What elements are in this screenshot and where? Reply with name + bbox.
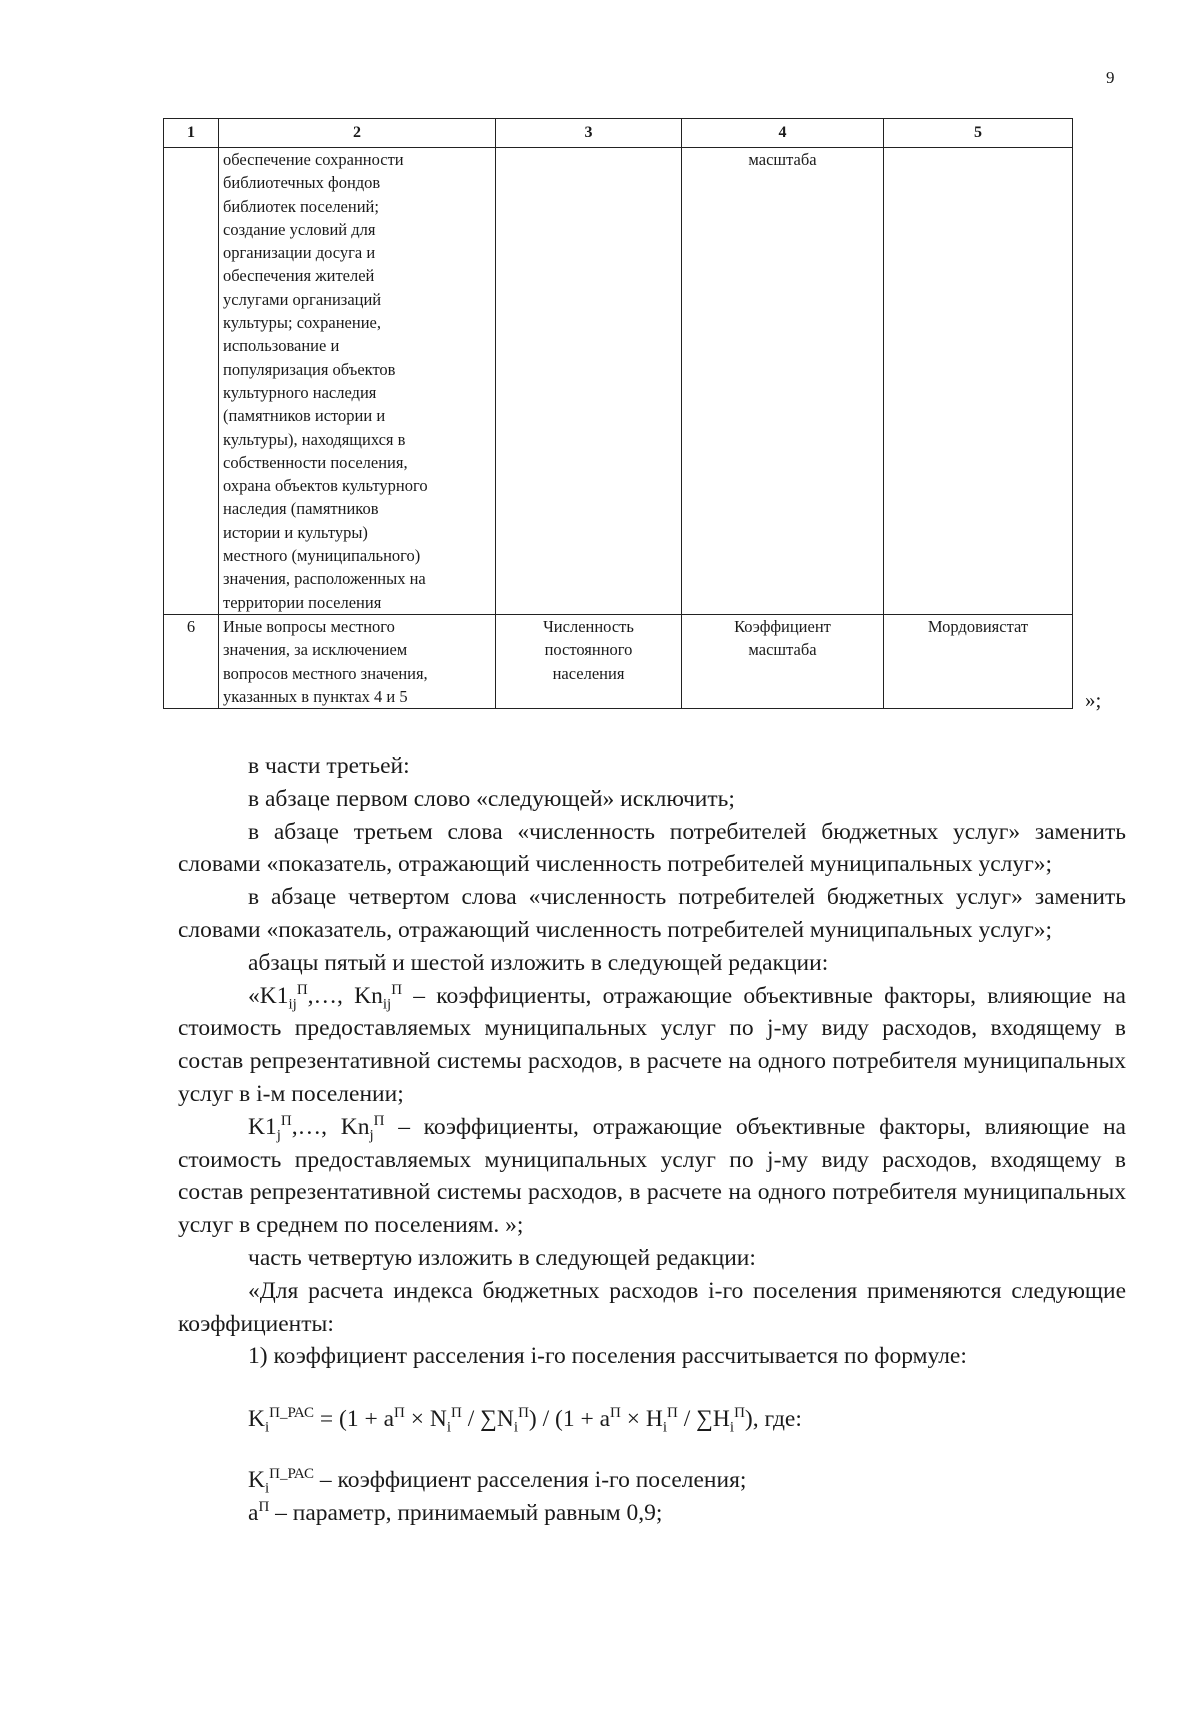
row6-coefficient-cell (682, 614, 884, 708)
desc-line: услугами организаций (223, 289, 382, 309)
paragraph: в абзаце третьем слова «численность потребителей бюджетных услуг» заменить словами «показатель, отражающий численность потребителей муниципальных услуг»; (178, 818, 1126, 878)
desc-line: библиотечных фондов (223, 173, 381, 193)
header-col-4: 4 (682, 119, 884, 148)
header-col-1: 1 (164, 119, 219, 148)
desc-line: указанных в пунктах 4 и 5 (223, 686, 408, 706)
header-col-3: 3 (496, 119, 682, 148)
desc-line: (памятников истории и (223, 406, 386, 426)
coefficient-line: Коэффициент (734, 616, 831, 636)
definition-line: $a^П$ – параметр, принимаемый равным 0,9; (248, 1498, 663, 1526)
coefficient-definition-paragraph: «$K1_{ij}^П,\dots$, $Kn_{ij}^П$ – коэффициенты, отражающие объективные факторы, влияющие на стоимость предоставляемых муниципальных услуг по j-му виду расходов, входящему в состав репрезентативной системы расходов, в расчете на одного потребителя муниципальных услуг в i-м поселении; (178, 981, 1126, 1107)
row6-num-cell: 6 (164, 614, 219, 708)
table-row (164, 614, 1073, 708)
coefficient-line: масштаба (748, 640, 817, 660)
desc-line: Иные вопросы местного (223, 616, 395, 636)
paragraph: «Для расчета индекса бюджетных расходов i-го поселения применяются следующие коэффициенты: (178, 1277, 1126, 1337)
paragraph: в части третьей: (248, 753, 410, 779)
desc-line: организации досуга и (223, 243, 376, 263)
desc-line: культуры), находящихся в (223, 429, 406, 449)
row6-indicator-cell (496, 614, 682, 708)
closing-quote-mark: »; (1085, 688, 1102, 712)
paragraph: 1) коэффициент расселения i-го поселения рассчитывается по формуле: (248, 1343, 967, 1370)
definition-line: $K_i^{П\_РАС}$ – коэффициент расселения i-го поселения; (248, 1466, 747, 1497)
indicator-line: Численность (543, 616, 634, 636)
document-table (163, 118, 1073, 709)
row6-source-cell: Мордовиястат (884, 614, 1073, 708)
desc-line: культуры; сохранение, (223, 313, 381, 333)
row6-description-cell (219, 614, 496, 708)
cont-description-cell (219, 148, 496, 615)
desc-line: охрана объектов культурного (223, 476, 428, 496)
desc-line: значения, расположенных на (223, 569, 426, 589)
desc-line: территории поселения (223, 592, 382, 612)
formula: $K_i^{П\_РАС} = (1 + a^П \times N_i^П / \sum N_i^П) / (1 + a^П \times H_i^П / \sum H_i^П)$, где: (248, 1405, 802, 1436)
desc-line: популяризация объектов (223, 359, 396, 379)
paragraph: в абзаце четвертом слова «численность потребителей бюджетных услуг» заменить словами «показатель, отражающий численность потребителей муниципальных услуг»; (178, 884, 1126, 943)
coefficient-definition-paragraph: $K1_j^П,\dots$, $Kn_j^П$ – коэффициенты, отражающие объективные факторы, влияющие на стоимость предоставляемых муниципальных услуг по j-му виду расходов, входящему в состав репрезентативной системы расходов, в расчете на одного потребителя муниципальных услуг в среднем по поселениям. »; (178, 1112, 1126, 1239)
desc-line: библиотек поселений; (223, 196, 379, 216)
header-col-2: 2 (219, 119, 496, 148)
table-row (164, 148, 1073, 615)
desc-line: собственности поселения, (223, 452, 408, 472)
table-header-row (164, 119, 1073, 148)
cont-coefficient-cell: масштаба (682, 148, 884, 615)
paragraph: часть четвертую изложить в следующей редакции: (248, 1244, 756, 1271)
desc-line: наследия (памятников (223, 499, 379, 519)
desc-line: использование и (223, 336, 340, 356)
cont-source-cell (884, 148, 1073, 615)
cont-num-cell (164, 148, 219, 615)
desc-line: вопросов местного значения, (223, 663, 428, 683)
desc-line: значения, за исключением (223, 640, 408, 660)
document-body (178, 750, 1126, 1530)
page-number: 9 (1106, 68, 1115, 87)
desc-line: культурного наследия (223, 382, 377, 402)
header-col-5: 5 (884, 119, 1073, 148)
cont-indicator-cell (496, 148, 682, 615)
desc-line: обеспечения жителей (223, 266, 375, 286)
indicator-line: населения (552, 663, 625, 683)
desc-line: создание условий для (223, 219, 376, 239)
paragraph: в абзаце первом слово «следующей» исключить; (248, 785, 735, 812)
desc-line: истории и культуры) (223, 522, 368, 542)
indicator-line: постоянного (544, 640, 633, 660)
desc-line: местного (муниципального) (223, 546, 421, 566)
desc-line: обеспечение сохранности (223, 150, 404, 169)
paragraph: абзацы пятый и шестой изложить в следующей редакции: (248, 949, 829, 976)
